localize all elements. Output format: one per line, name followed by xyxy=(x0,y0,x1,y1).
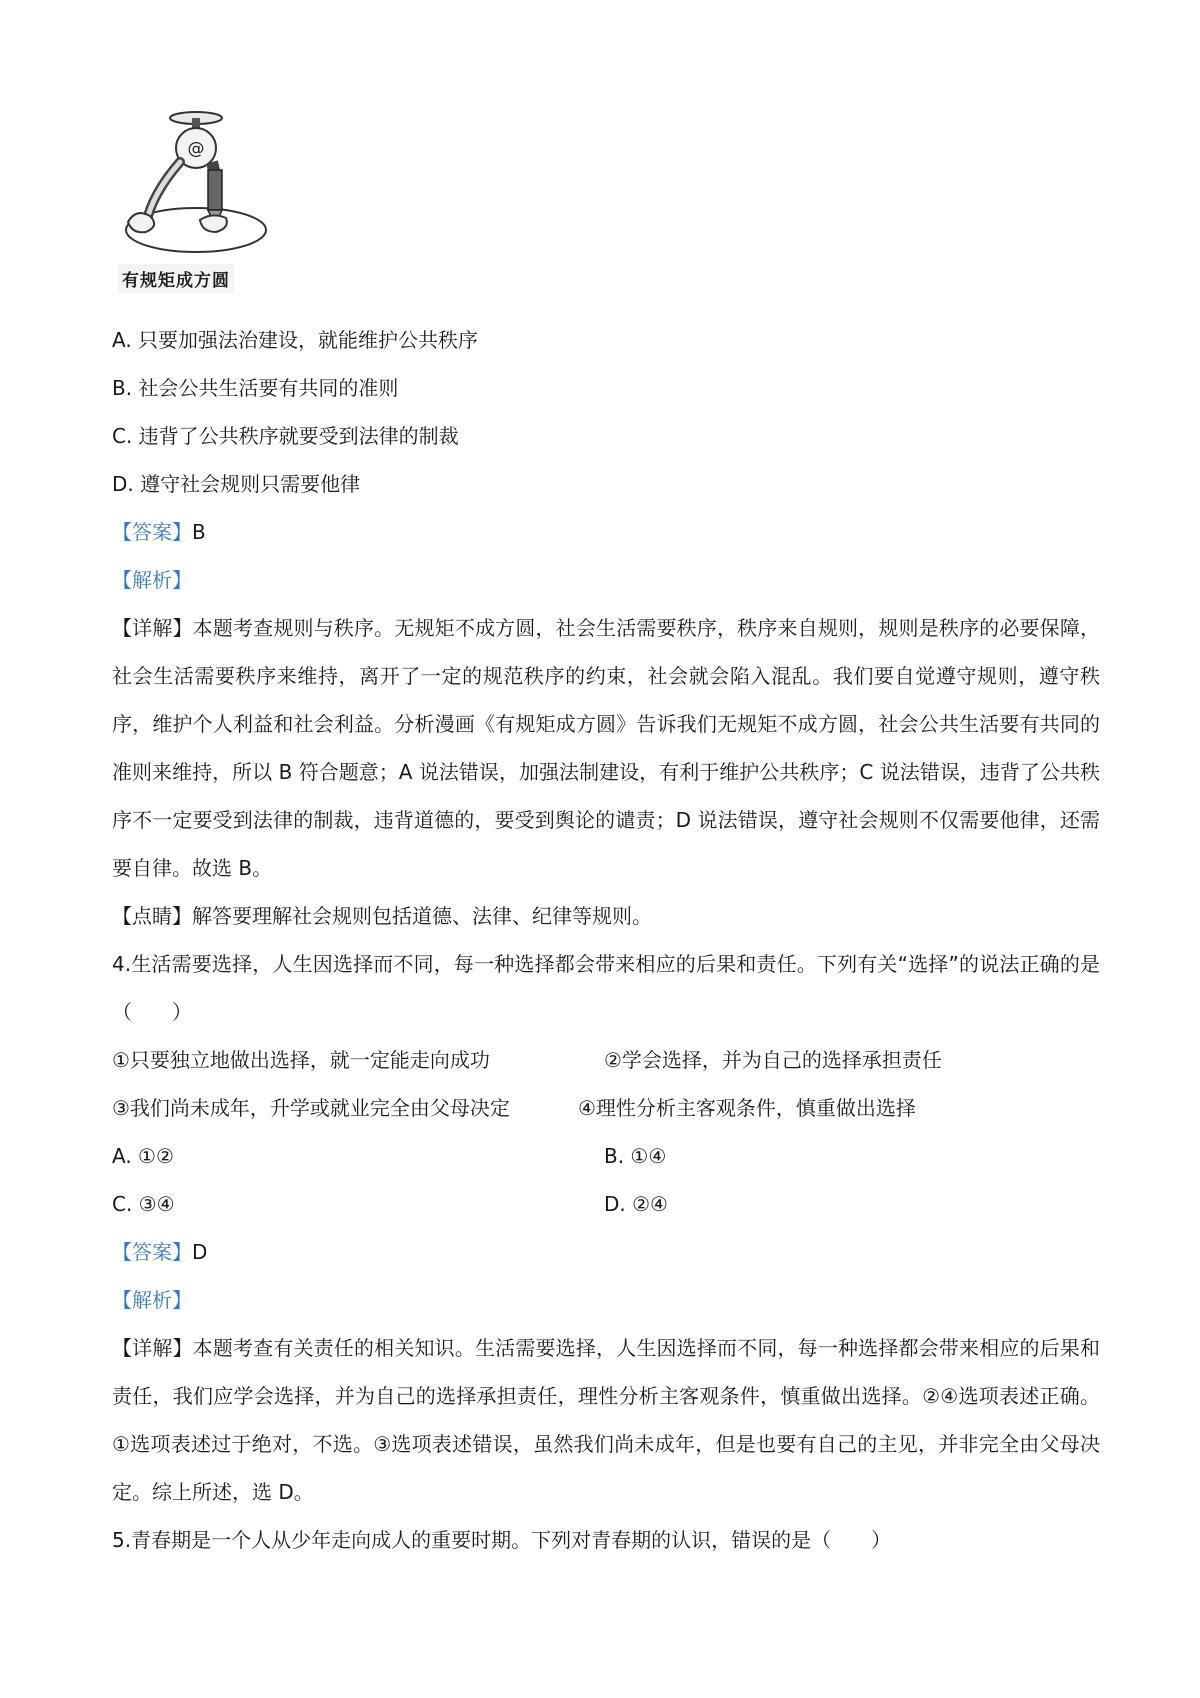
q4-statement-4: ④理性分析主客观条件，慎重做出选择 xyxy=(578,1096,916,1120)
detail-label: 【详解】 xyxy=(112,616,193,640)
answer-label: 【答案】 xyxy=(112,520,192,544)
q4-option-b: B. ①④ xyxy=(604,1144,667,1168)
q4-option-c: C. ③④ xyxy=(112,1192,175,1216)
q3-option-a: A. 只要加强法治建设，就能维护公共秩序 xyxy=(112,328,479,352)
q4-answer xyxy=(112,1238,207,1266)
q3-detail xyxy=(112,604,1100,892)
q4-option-a: A. ①② xyxy=(112,1144,174,1168)
q3-option-d: D. 遵守社会规则只需要他律 xyxy=(112,472,361,496)
cartoon-caption: 有规矩成方圆 xyxy=(118,264,234,293)
q4-statement-3: ③我们尚未成年，升学或就业完全由父母决定 xyxy=(112,1096,510,1120)
q5-stem: 5.青春期是一个人从少年走向成人的重要时期。下列对青春期的认识，错误的是（ ） xyxy=(112,1528,892,1552)
detail-label: 【详解】 xyxy=(112,1336,193,1360)
q3-option-b: B. 社会公共生活要有共同的准则 xyxy=(112,376,399,400)
q3-answer xyxy=(112,518,206,546)
answer-value: D xyxy=(192,1240,208,1264)
q3-tip xyxy=(112,902,652,930)
detail-text: 本题考查有关责任的相关知识。生活需要选择，人生因选择而不同，每一种选择都会带来相应的后果和责任，我们应学会选择，并为自己的选择承担责任，理性分析主客观条件，慎重做出选择。②④选项表述正确。①选项表述过于绝对，不选。③选项表述错误，虽然我们尚未成年，但是也要有自己的主见，并非完全由父母决定。综上所述，选 D。 xyxy=(112,1336,1101,1504)
tip-label: 【点睛】 xyxy=(112,904,192,928)
answer-value: B xyxy=(192,520,206,544)
compass-cartoon xyxy=(112,104,280,300)
q3-analysis-label: 【解析】 xyxy=(112,568,192,592)
svg-text:@: @ xyxy=(187,139,205,159)
q4-statement-2: ②学会选择，并为自己的选择承担责任 xyxy=(604,1048,942,1072)
q3-option-c: C. 违背了公共秩序就要受到法律的制裁 xyxy=(112,424,459,448)
answer-label: 【答案】 xyxy=(112,1240,192,1264)
detail-text: 本题考查规则与秩序。无规矩不成方圆，社会生活需要秩序，秩序来自规则，规则是秩序的必要保障，社会生活需要秩序来维持，离开了一定的规范秩序的约束，社会就会陷入混乱。我们要自觉遵守规则，遵守秩序，维护个人利益和社会利益。分析漫画《有规矩成方圆》告诉我们无规矩不成方圆，社会公共生活要有共同的准则来维持，所以 B 符合题意；A 说法错误，加强法制建设，有利于维护公共秩序；C 说法错误，违背了公共秩序不一定要受到法律的制裁，违背道德的，要受到舆论的谴责；D 说法错误，遵守社会规则不仅需要他律，还需要自律。故选 B。 xyxy=(112,616,1101,880)
tip-text: 解答要理解社会规则包括道德、法律、纪律等规则。 xyxy=(192,904,652,928)
q4-detail xyxy=(112,1324,1100,1516)
q4-statement-1: ①只要独立地做出选择，就一定能走向成功 xyxy=(112,1048,490,1072)
q4-stem: 4.生活需要选择，人生因选择而不同，每一种选择都会带来相应的后果和责任。下列有关“选择”的说法正确的是（ ） xyxy=(112,952,1100,1024)
q4-analysis-label: 【解析】 xyxy=(112,1288,192,1312)
q4-option-d: D. ②④ xyxy=(604,1192,668,1216)
